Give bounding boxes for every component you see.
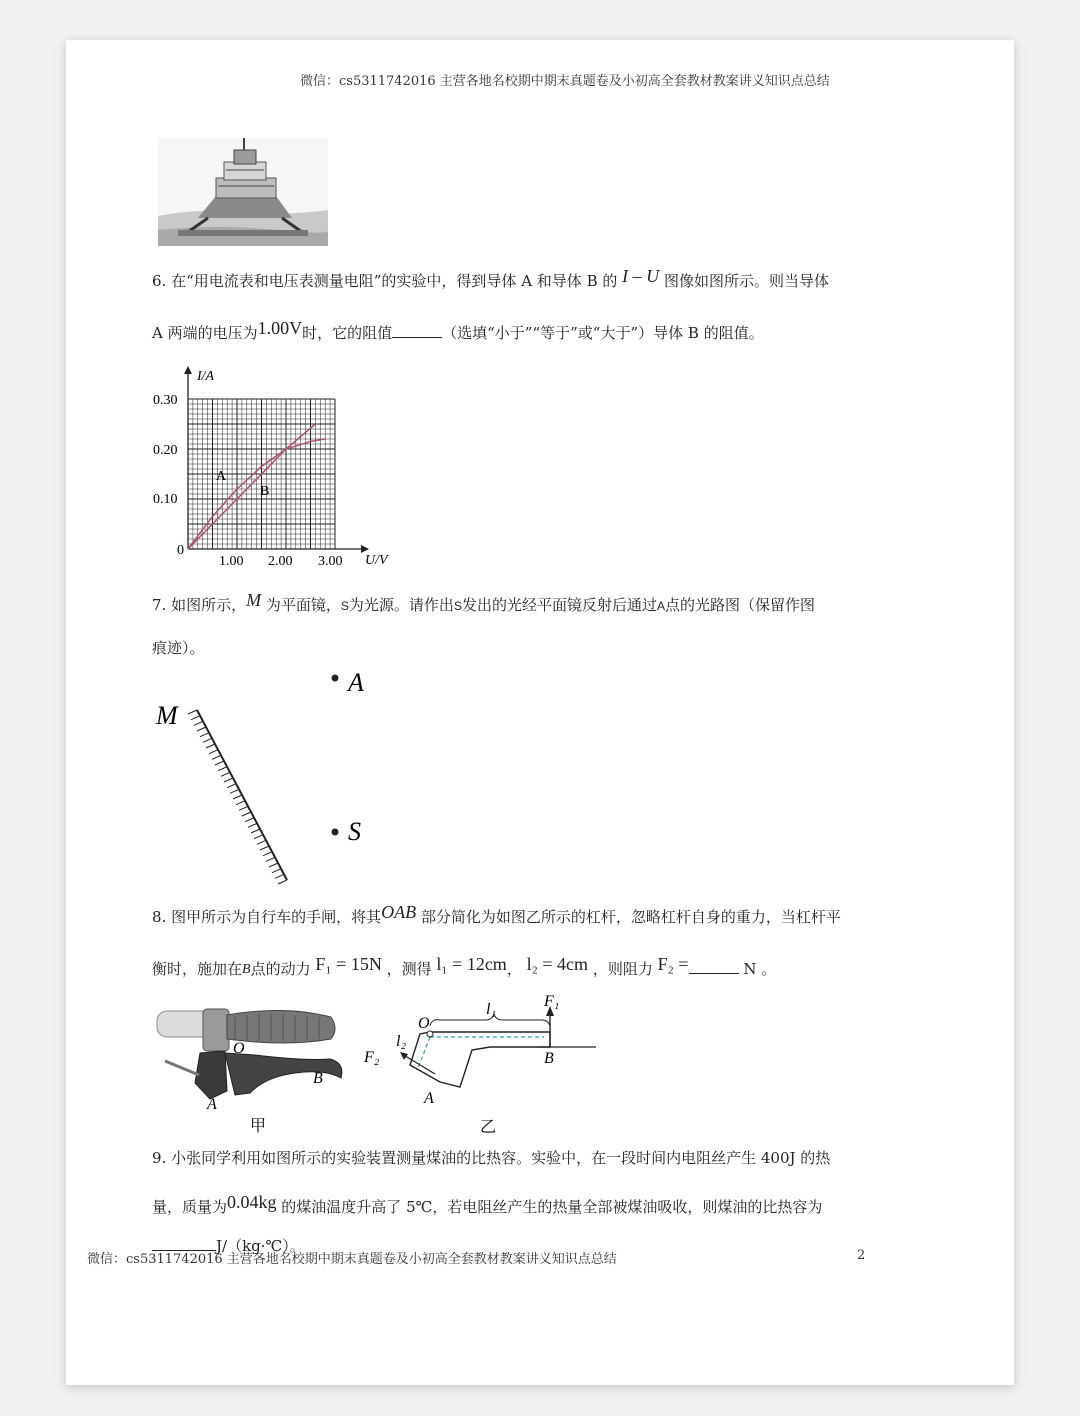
- x-axis-label: U/V: [365, 553, 388, 568]
- q7-label-s: S: [340, 599, 349, 613]
- point-s-dot: [332, 829, 339, 836]
- hatch-mark: [278, 880, 287, 884]
- q8-eq-f2: F₂ =: [657, 954, 689, 974]
- fig-left-label-a: A: [207, 1096, 217, 1113]
- hatch-mark: [263, 852, 272, 856]
- q7-text-1b: 为平面镜，: [265, 596, 341, 614]
- fig-left-label-b: B: [313, 1070, 323, 1087]
- hatch-mark: [251, 829, 260, 833]
- q9-math-mass: 0.04kg: [227, 1192, 277, 1212]
- q8-text-2f: N 。: [743, 960, 777, 978]
- hatch-mark: [221, 772, 230, 776]
- y-axis-arrow: [184, 366, 192, 374]
- q6-answer-blank[interactable]: [392, 337, 442, 338]
- fig-right-label-b: B: [544, 1050, 554, 1067]
- mirror-hatching: [188, 710, 287, 884]
- q8-text-2d: ，测得: [386, 960, 432, 978]
- q8-eq-l2: l₂ = 4cm: [526, 954, 589, 974]
- q7-number: 7.: [152, 596, 167, 614]
- hatch-mark: [203, 738, 212, 742]
- q9-text-3: J/（kg·℃）。: [216, 1237, 305, 1255]
- q7-math-m: M: [246, 590, 262, 610]
- q8-line2: 衡时，施加在B点的动力 F₁ = 15N ，测得 l₁ = 12cm， l₂ = 4cm ，则阻力 F₂ = N 。: [152, 954, 777, 978]
- q8-text-2c: 点的动力: [250, 960, 311, 978]
- q8-text-1a: 图甲所示为自行车的手闸，将其: [171, 908, 382, 926]
- hatch-mark: [233, 795, 242, 799]
- q6-math-voltage: 1.00V: [257, 318, 303, 338]
- hatch-mark: [194, 721, 203, 725]
- q8-answer-blank[interactable]: [689, 973, 739, 974]
- fig-right-label-l1: l₁: [486, 1001, 497, 1018]
- hatch-mark: [218, 767, 227, 771]
- q6-text-1a: 在“用电流表和电压表测量电阻”的实验中，得到导体 A 和导体 B 的: [171, 272, 618, 290]
- point-a-label: A: [348, 668, 364, 697]
- hatch-mark: [242, 812, 251, 816]
- q6-line1: [152, 266, 829, 291]
- q7-label-a: A: [656, 599, 665, 613]
- q9-text-2a: 量，质量为: [152, 1198, 228, 1216]
- arm-l2: [418, 1037, 430, 1068]
- q6-math-iu: I – U: [622, 266, 660, 286]
- hatch-mark: [191, 716, 200, 720]
- hatch-mark: [266, 857, 275, 861]
- x-tick-200: 2.00: [268, 554, 293, 569]
- q6-text-2c: （选填“小于”“等于”或“大于”）导体 B 的阻值。: [442, 324, 764, 342]
- y-axis-label: I/A: [197, 369, 215, 384]
- hatch-mark: [215, 761, 224, 765]
- q8-eq-f1: F₁ = 15N: [315, 954, 382, 974]
- page-footer: 微信：cs5311742016 主营各地名校期中期末真题卷及小初高全套教材教案讲义知识点总结: [87, 1252, 617, 1267]
- origin-label: 0: [177, 543, 184, 558]
- q7-line1: [152, 590, 815, 616]
- force-f2-arrow: [400, 1052, 408, 1060]
- lever-body: [410, 1032, 550, 1087]
- hatch-mark: [206, 744, 215, 748]
- y-tick-030: 0.30: [153, 393, 178, 408]
- q6-number: 6.: [152, 272, 167, 290]
- q6-line2: [152, 318, 764, 343]
- q8-text-2a: 衡时，施加在: [152, 960, 243, 978]
- q8-text-1b: 部分简化为如图乙所示的杠杆，忽略杠杆自身的重力，当杠杆平: [420, 908, 841, 926]
- q6-text-2b: 时，它的阻值: [302, 324, 393, 342]
- q8-number: 8.: [152, 908, 167, 926]
- hatch-mark: [272, 869, 281, 873]
- fig-right-label-o: O: [418, 1015, 430, 1032]
- hatch-mark: [239, 806, 248, 810]
- hatch-mark: [227, 784, 236, 788]
- fig-right-label-f1: F₁: [544, 993, 560, 1010]
- q8-point-b: B: [242, 962, 251, 977]
- fig-left-caption: 甲: [250, 1118, 267, 1135]
- q9-line1: [152, 1148, 830, 1168]
- curve-b-label: B: [260, 484, 270, 499]
- fig-right-label-f2: F₂: [364, 1049, 380, 1066]
- q8-text-2e: ，则阻力: [592, 960, 653, 978]
- hatch-mark: [224, 778, 233, 782]
- fig-right-caption: 乙: [480, 1119, 497, 1136]
- hatch-mark: [275, 874, 284, 878]
- fig-right-label-a: A: [424, 1090, 434, 1107]
- hatch-mark: [197, 727, 206, 731]
- q9-number: 9.: [152, 1149, 167, 1167]
- hatch-mark: [230, 789, 239, 793]
- q6-text-2a: A 两端的电压为: [152, 324, 258, 342]
- hatch-mark: [188, 710, 197, 714]
- force-f2-line: [402, 1054, 435, 1074]
- q9-text-2b: 的煤油温度升高了 5℃，若电阻丝产生的热量全部被煤油吸收，则煤油的比热容为: [281, 1198, 823, 1216]
- hatch-mark: [200, 733, 209, 737]
- q7-label-s2: S: [453, 599, 462, 613]
- curve-a-label: A: [216, 469, 227, 484]
- brake-lever-figure: [155, 1003, 355, 1138]
- q9-text-1: 小张同学利用如图所示的实验装置测量煤油的比热容。实验中，在一段时间内电阻丝产生 400J 的热: [171, 1149, 831, 1167]
- lever-diagram: [360, 990, 600, 1138]
- hatch-mark: [236, 801, 245, 805]
- q8-line1: [152, 902, 841, 927]
- q8-math-oab: OAB: [381, 902, 417, 922]
- hatch-mark: [209, 750, 218, 754]
- hatch-mark: [254, 835, 263, 839]
- page-header: 微信：cs5311742016 主营各地名校期中期末真题卷及小初高全套教材教案讲义知识点总结: [300, 74, 830, 89]
- page-number: 2: [857, 1248, 866, 1263]
- ship-photo: [158, 138, 328, 246]
- hatch-mark: [248, 823, 257, 827]
- lever-pivot-block: [195, 1051, 227, 1099]
- q6-text-1b: 图像如图所示。则当导体: [663, 272, 829, 290]
- hatch-mark: [257, 840, 266, 844]
- q7-line2: 痕迹）。: [152, 639, 205, 657]
- hatch-mark: [245, 818, 254, 822]
- q7-text-1a: 如图所示，: [171, 596, 247, 614]
- hatch-mark: [269, 863, 278, 867]
- y-tick-010: 0.10: [153, 492, 178, 507]
- q7-text-1d: 发出的光经平面镜反射后通过: [461, 596, 657, 614]
- brake-cable: [165, 1061, 199, 1075]
- point-a-dot: [332, 675, 339, 682]
- x-tick-300: 3.00: [318, 554, 343, 569]
- q9-line2: [152, 1192, 823, 1217]
- x-tick-100: 1.00: [219, 554, 244, 569]
- hatch-mark: [212, 755, 221, 759]
- y-tick-020: 0.20: [153, 443, 178, 458]
- x-axis-arrow: [361, 545, 369, 553]
- brake-lever: [225, 1053, 342, 1095]
- fig-right-label-l2: l₂: [396, 1033, 407, 1050]
- q7-text-1c: 为光源。请作出: [348, 596, 454, 614]
- mirror-figure: [150, 660, 390, 890]
- lever-clamp: [203, 1009, 229, 1051]
- iu-graph: [145, 362, 405, 572]
- hatch-mark: [260, 846, 269, 850]
- q8-eq-l1: l₁ = 12cm: [436, 954, 507, 974]
- point-s-label: S: [348, 817, 361, 846]
- fig-left-label-o: O: [233, 1040, 245, 1057]
- q7-text-1e: 点的光路图（保留作图: [664, 596, 815, 614]
- mirror-label-m: M: [156, 701, 178, 730]
